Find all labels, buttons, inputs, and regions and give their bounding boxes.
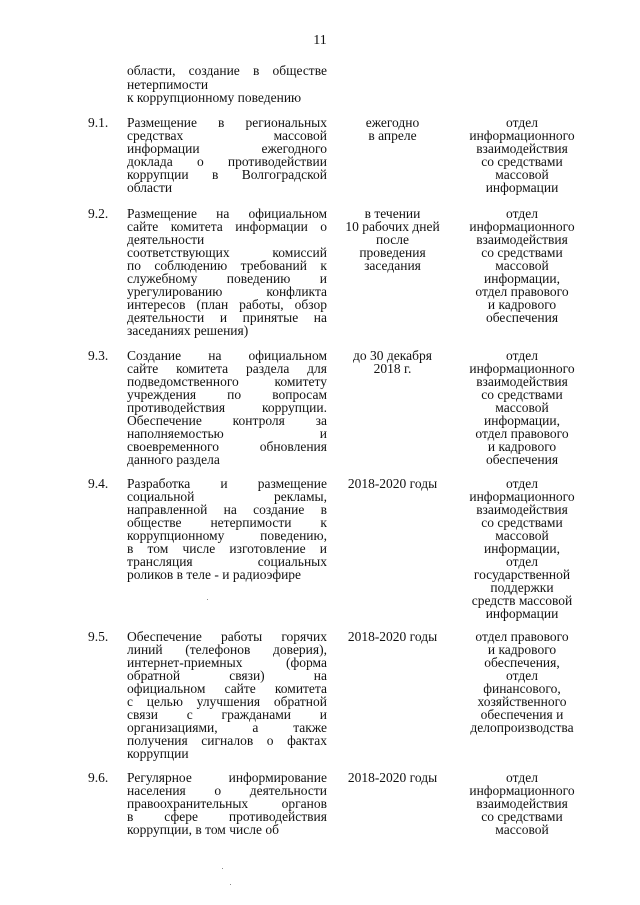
responsible-text-line: со средствами [481, 809, 563, 824]
responsible-text-line: средств массовой [471, 593, 573, 608]
measure-text-line: данного раздела [127, 452, 220, 467]
responsible-text-line: отдел [506, 206, 538, 221]
responsible-text-line: отдел [506, 554, 538, 569]
deadline-text-line: ежегодно [365, 115, 420, 130]
measure-text-line: подведомственного комитету [127, 374, 327, 389]
measure-text-line: официальном сайте комитета [127, 681, 327, 696]
continuation-line: области, создание в обществе [127, 63, 327, 78]
deadline-text-line: 2018 г. [373, 361, 412, 376]
responsible-text-line: информации, [484, 413, 560, 428]
continuation-line: нетерпимости [127, 77, 209, 92]
responsible-text-line: информационного [469, 219, 575, 234]
measure-text-line: урегулированию конфликта [127, 284, 327, 299]
measure-text-line: роликов в теле - и радиоэфире [127, 567, 302, 582]
responsible-text-line: отдел [506, 115, 538, 130]
responsible-text-line: взаимодействия [476, 141, 568, 156]
measure-text-line: Обеспечение работы горячих [127, 629, 327, 644]
measure-text-line: обратной связи) на [127, 668, 327, 683]
row-number: 9.4. [88, 476, 109, 491]
responsible-text-line: со средствами [481, 154, 563, 169]
row-number: 9.5. [88, 629, 109, 644]
measure-text-line: коррупции [127, 746, 189, 761]
deadline-text-line: в течении [364, 206, 421, 221]
responsible-text-line: обеспечения, [484, 655, 560, 670]
responsible-text-line: и кадрового [487, 439, 557, 454]
measure-text-line: информации ежегодного [127, 141, 327, 156]
measure-text-line: Регулярное информирование [127, 770, 327, 785]
measure-text-line: связи с гражданами и [127, 707, 327, 722]
scan-speck [230, 884, 231, 885]
measure-text-line: своевременного обновления [127, 439, 327, 454]
responsible-text-line: информационного [469, 783, 575, 798]
measure-text-line: коррупционному поведению, [127, 528, 327, 543]
responsible-text-line: со средствами [481, 245, 563, 260]
responsible-text-line: отдел [506, 476, 538, 491]
measure-text-line: сайте комитета раздела для [127, 361, 327, 376]
scan-speck [207, 599, 208, 600]
responsible-text-line: финансового, [483, 681, 561, 696]
deadline-text-line: 10 рабочих дней [345, 219, 440, 234]
deadline-text-line: проведения [359, 245, 426, 260]
deadline-text-line: 2018-2020 годы [347, 629, 438, 644]
deadline-text-line: 2018-2020 годы [347, 770, 438, 785]
measure-text-line: интернет-приемных (форма [127, 655, 327, 670]
measure-text-line: правоохранительных органов [127, 796, 327, 811]
responsible-text-line: массовой [495, 258, 549, 273]
responsible-text-line: массовой [495, 400, 549, 415]
responsible-text-line: взаимодействия [476, 232, 568, 247]
measure-text-line: с целью улучшения обратной [127, 694, 327, 709]
measure-text-line: социальной рекламы, [127, 489, 327, 504]
responsible-text-line: информации [485, 180, 559, 195]
responsible-text-line: отдел [506, 668, 538, 683]
responsible-text-line: отдел [506, 348, 538, 363]
responsible-text-line: отдел правового [475, 629, 569, 644]
responsible-text-line: и кадрового [487, 642, 557, 657]
page-number: 11 [313, 33, 327, 48]
deadline-text-line: заседания [364, 258, 421, 273]
measure-text-line: противодействия коррупции. [127, 400, 327, 415]
measure-text-line: трансляция социальных [127, 554, 327, 569]
responsible-text-line: и кадрового [487, 297, 557, 312]
responsible-text-line: информации, [484, 541, 560, 556]
measure-text-line: по соблюдению требований к [127, 258, 327, 273]
measure-text-line: коррупции, в том числе об [127, 822, 279, 837]
measure-text-line: области [127, 180, 173, 195]
measure-text-line: Размещение на официальном [127, 206, 327, 221]
measure-text-line: населения о деятельности [127, 783, 327, 798]
row-number: 9.3. [88, 348, 109, 363]
responsible-text-line: массовой [495, 822, 549, 837]
responsible-text-line: информации, [484, 271, 560, 286]
responsible-text-line: отдел [506, 770, 538, 785]
measure-text-line: средствах массовой [127, 128, 327, 143]
measure-text-line: Размещение в региональных [127, 115, 327, 130]
measure-text-line: деятельности [127, 232, 205, 247]
responsible-text-line: массовой [495, 528, 549, 543]
responsible-text-line: со средствами [481, 515, 563, 530]
responsible-text-line: обеспечения [485, 310, 559, 325]
measure-text-line: направленной на создание в [127, 502, 327, 517]
responsible-text-line: со средствами [481, 387, 563, 402]
responsible-text-line: отдел правового [475, 426, 569, 441]
scan-speck [222, 868, 223, 869]
responsible-text-line: государственной [473, 567, 571, 582]
measure-text-line: линий (телефонов доверия), [127, 642, 327, 657]
measure-text-line: Разработка и размещение [127, 476, 327, 491]
measure-text-line: Обеспечение контроля за [127, 413, 327, 428]
measure-text-line: соответствующих комиссий [127, 245, 327, 260]
responsible-text-line: информационного [469, 489, 575, 504]
row-number: 9.1. [88, 115, 109, 130]
responsible-text-line: взаимодействия [476, 502, 568, 517]
measure-text-line: деятельности и принятые на [127, 310, 327, 325]
responsible-text-line: делопроизводства [470, 720, 574, 735]
measure-text-line: сайте комитета информации о [127, 219, 327, 234]
responsible-text-line: массовой [495, 167, 549, 182]
responsible-text-line: хозяйственного [477, 694, 567, 709]
responsible-text-line: информационного [469, 128, 575, 143]
measure-text-line: коррупции в Волгоградской [127, 167, 327, 182]
measure-text-line: служебному поведению и [127, 271, 327, 286]
measure-text-line: в сфере противодействия [127, 809, 327, 824]
responsible-text-line: отдел правового [475, 284, 569, 299]
measure-text-line: в том числе изготовление и [127, 541, 327, 556]
measure-text-line: заседаниях решения) [127, 323, 249, 338]
responsible-text-line: обеспечения [485, 452, 559, 467]
measure-text-line: Создание на официальном [127, 348, 327, 363]
deadline-text-line: 2018-2020 годы [347, 476, 438, 491]
continuation-line: к коррупционному поведению [127, 90, 302, 105]
measure-text-line: доклада о противодействии [127, 154, 327, 169]
measure-text-line: учреждения по вопросам [127, 387, 327, 402]
row-number: 9.2. [88, 206, 109, 221]
responsible-text-line: поддержки [490, 580, 554, 595]
measure-text-line: получения сигналов о фактах [127, 733, 327, 748]
responsible-text-line: информации [485, 606, 559, 621]
responsible-text-line: взаимодействия [476, 796, 568, 811]
responsible-text-line: информационного [469, 361, 575, 376]
row-number: 9.6. [88, 770, 109, 785]
measure-text-line: обществе нетерпимости к [127, 515, 327, 530]
deadline-text-line: после [375, 232, 410, 247]
responsible-text-line: взаимодействия [476, 374, 568, 389]
measure-text-line: организациями, а также [127, 720, 327, 735]
deadline-text-line: до 30 декабря [353, 348, 432, 363]
deadline-text-line: в апреле [368, 128, 417, 143]
measure-text-line: наполняемостью и [127, 426, 327, 441]
measure-text-line: интересов (план работы, обзор [127, 297, 327, 312]
responsible-text-line: обеспечения и [480, 707, 564, 722]
